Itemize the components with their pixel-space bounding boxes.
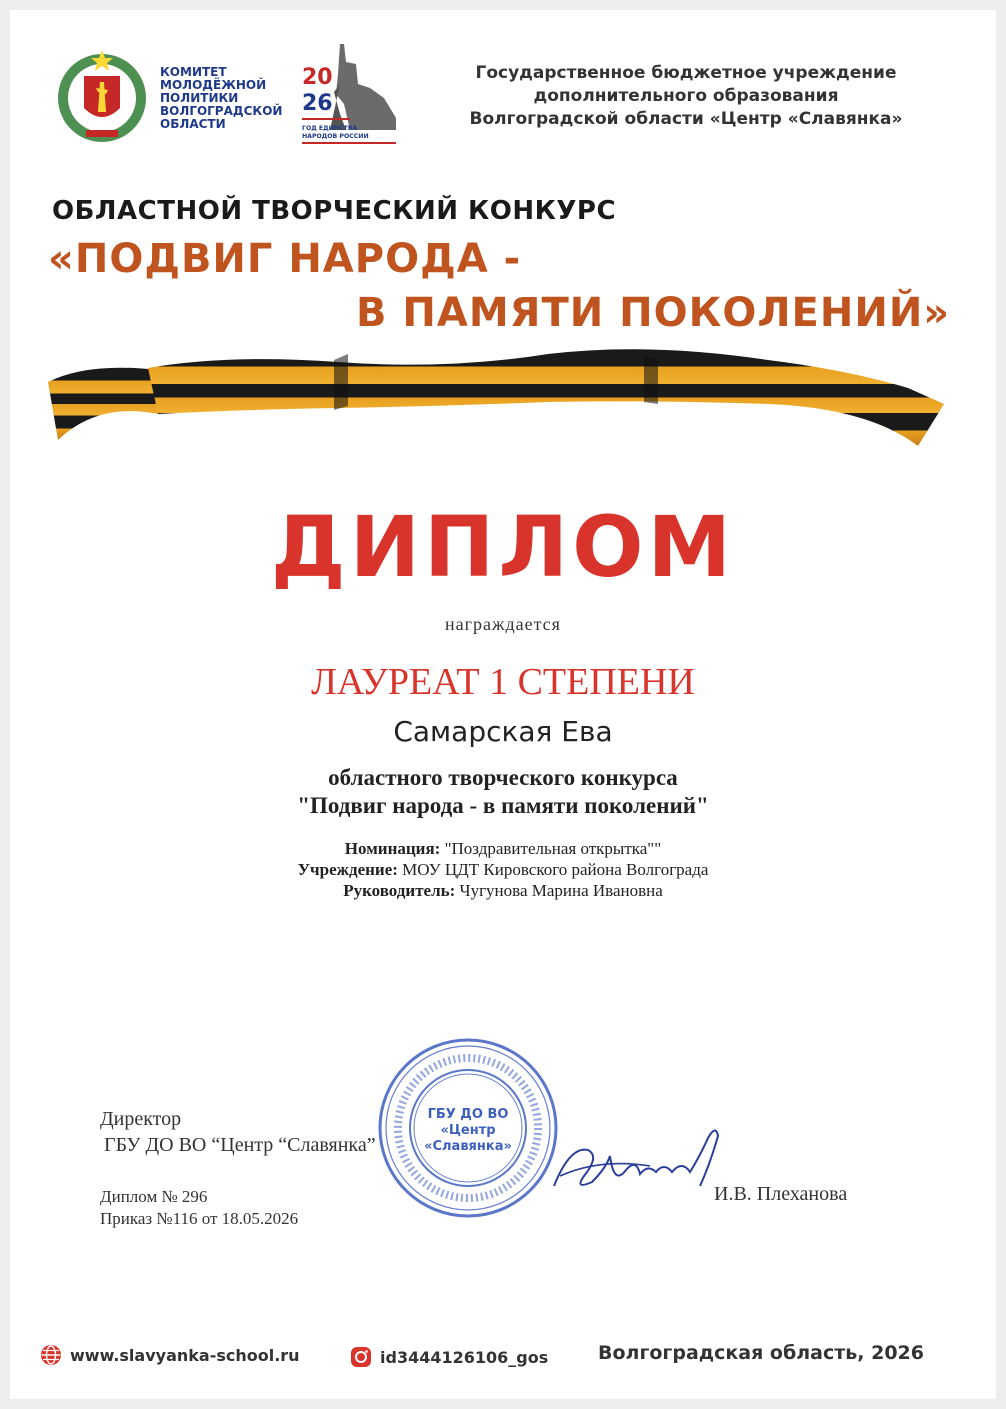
svg-text:НАРОДОВ РОССИИ: НАРОДОВ РОССИИ bbox=[302, 133, 369, 140]
order-number: Приказ №116 от 18.05.2026 bbox=[100, 1209, 299, 1228]
director-org: ГБУ ДО ВО “Центр “Славянка” bbox=[104, 1134, 376, 1156]
supervisor-value: Чугунова Марина Ивановна bbox=[455, 881, 663, 900]
director-title: Директор bbox=[100, 1108, 182, 1130]
contest-name-line: областного творческого конкурса bbox=[328, 765, 678, 790]
organization-line: Государственное бюджетное учреждение bbox=[475, 63, 897, 83]
laureate-degree: ЛАУРЕАТ 1 СТЕПЕНИ bbox=[311, 661, 695, 703]
supervisor-label: Руководитель: bbox=[343, 881, 456, 900]
volgograd-emblem-icon bbox=[52, 46, 152, 146]
diploma-number: Диплом № 296 bbox=[100, 1187, 208, 1206]
institution-value: МОУ ЦДТ Кировского района Волгограда bbox=[397, 860, 709, 879]
organization-name bbox=[466, 62, 906, 131]
organization-line: Волгоградской области «Центр «Славянка» bbox=[469, 109, 903, 129]
vk-icon bbox=[350, 1346, 372, 1368]
svg-text:«Центр: «Центр bbox=[440, 1123, 496, 1138]
awarded-label: награждается bbox=[445, 614, 561, 634]
globe-icon bbox=[40, 1344, 62, 1366]
svg-text:«Славянка»: «Славянка» bbox=[424, 1139, 512, 1154]
award-details bbox=[0, 838, 1006, 901]
nomination-row bbox=[0, 838, 1006, 859]
region-year: Волгоградская область, 2026 bbox=[598, 1342, 924, 1364]
contest-title-line2: В ПАМЯТИ ПОКОЛЕНИЙ» bbox=[356, 290, 951, 336]
institution-row bbox=[0, 859, 1006, 880]
handwritten-signature bbox=[540, 1116, 740, 1206]
diploma-reference bbox=[100, 1186, 298, 1230]
footer-website[interactable] bbox=[40, 1344, 300, 1366]
st-george-ribbon bbox=[48, 348, 944, 446]
contest-title-line1: «ПОДВИГ НАРОДА - bbox=[48, 236, 522, 282]
committee-name: КОМИТЕТ МОЛОДЁЖНОЙ ПОЛИТИКИ ВОЛГОГРАДСКОЙ ОБЛАСТИ bbox=[160, 65, 283, 131]
footer-vk[interactable] bbox=[350, 1346, 548, 1368]
signer-name: И.В. Плеханова bbox=[714, 1183, 848, 1205]
nomination-label: Номинация: bbox=[344, 839, 441, 858]
year-bottom: 26 bbox=[302, 91, 333, 116]
vk-id[interactable]: id3444126106_gos bbox=[380, 1347, 549, 1367]
official-stamp bbox=[374, 1034, 562, 1222]
director-block bbox=[100, 1106, 376, 1158]
organization-line: дополнительного образования bbox=[533, 86, 839, 106]
nomination-value: "Поздравительная открытка"" bbox=[440, 839, 662, 858]
year-top: 20 bbox=[302, 65, 333, 90]
diploma-title: ДИПЛОМ bbox=[270, 498, 736, 596]
website-url[interactable]: www.slavyanka-school.ru bbox=[70, 1345, 300, 1365]
contest-name-line: "Подвиг народа - в памяти поколений" bbox=[297, 793, 709, 818]
year-of-unity-logo bbox=[300, 44, 398, 146]
svg-text:ГОД ЕДИНСТВА: ГОД ЕДИНСТВА bbox=[302, 125, 358, 132]
institution-label: Учреждение: bbox=[297, 860, 398, 879]
contest-heading: ОБЛАСТНОЙ ТВОРЧЕСКИЙ КОНКУРС bbox=[52, 196, 617, 226]
svg-text:ГБУ ДО ВО: ГБУ ДО ВО bbox=[427, 1107, 509, 1122]
recipient-name: Самарская Ева bbox=[393, 715, 613, 748]
supervisor-row bbox=[0, 880, 1006, 901]
contest-name bbox=[0, 764, 1006, 820]
